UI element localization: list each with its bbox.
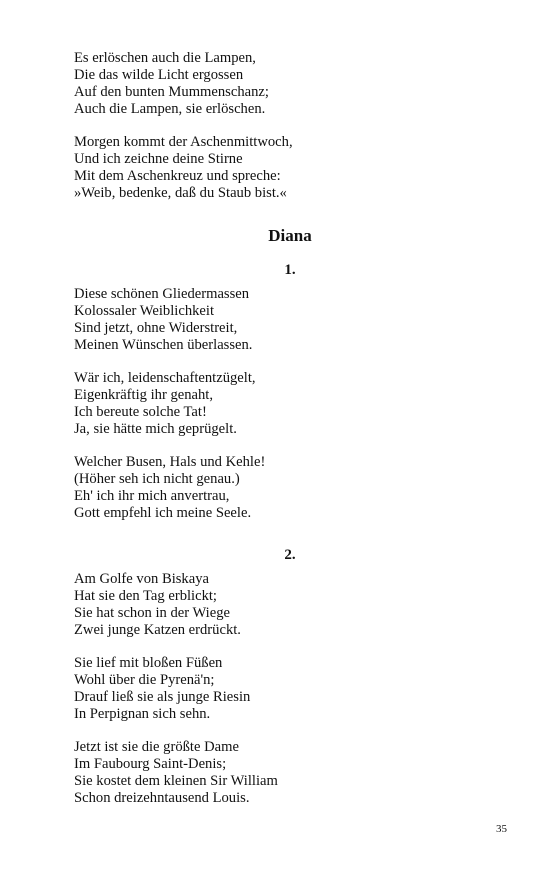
page-number: 35: [496, 823, 507, 835]
verse-line: Hat sie den Tag erblickt;: [74, 588, 217, 604]
stanza: [74, 739, 494, 807]
verse-line: Sie lief mit bloßen Füßen: [74, 655, 223, 671]
verse-line: Ja, sie hätte mich geprügelt.: [74, 421, 237, 437]
verse-line: Schon dreizehntausend Louis.: [74, 790, 250, 806]
section-number: 2.: [284, 547, 296, 563]
verse-line: (Höher seh ich nicht genau.): [74, 471, 240, 487]
stanza: [74, 134, 494, 202]
verse-line: Meinen Wünschen überlassen.: [74, 337, 253, 353]
verse-line: Jetzt ist sie die größte Dame: [74, 739, 239, 755]
stanza: [74, 50, 494, 118]
stanza: [74, 286, 494, 354]
verse-line: Sie kostet dem kleinen Sir William: [74, 773, 278, 789]
verse-line: Wohl über die Pyrenä'n;: [74, 672, 215, 688]
stanza: [74, 370, 494, 438]
verse-line: Mit dem Aschenkreuz und spreche:: [74, 168, 281, 184]
verse-line: Morgen kommt der Aschenmittwoch,: [74, 134, 293, 150]
verse-line: Auf den bunten Mummenschanz;: [74, 84, 269, 100]
verse-line: Eigenkräftig ihr genaht,: [74, 387, 213, 403]
verse-line: Sind jetzt, ohne Widerstreit,: [74, 320, 238, 336]
verse-line: Kolossaler Weiblichkeit: [74, 303, 215, 319]
verse-line: »Weib, bedenke, daß du Staub bist.«: [74, 185, 287, 201]
poem-title: Diana: [268, 226, 312, 245]
stanza: [74, 454, 494, 522]
verse-line: Zwei junge Katzen erdrückt.: [74, 622, 241, 638]
verse-line: Und ich zeichne deine Stirne: [74, 151, 243, 167]
verse-line: Drauf ließ sie als junge Riesin: [74, 689, 251, 705]
stanza: [74, 571, 494, 639]
verse-line: Diese schönen Gliedermassen: [74, 286, 250, 302]
verse-line: Auch die Lampen, sie erlöschen.: [74, 101, 266, 117]
stanza: [74, 655, 494, 723]
verse-line: Es erlöschen auch die Lampen,: [74, 50, 256, 66]
verse-line: Am Golfe von Biskaya: [74, 571, 209, 587]
verse-line: Ich bereute solche Tat!: [74, 404, 207, 420]
verse-line: Wär ich, leidenschaftentzügelt,: [74, 370, 256, 386]
verse-line: Sie hat schon in der Wiege: [74, 605, 230, 621]
verse-line: Eh' ich ihr mich anvertrau,: [74, 488, 230, 504]
verse-line: Die das wilde Licht ergossen: [74, 67, 244, 83]
verse-line: Gott empfehl ich meine Seele.: [74, 505, 252, 521]
verse-line: Welcher Busen, Hals und Kehle!: [74, 454, 266, 470]
verse-line: In Perpignan sich sehn.: [74, 706, 211, 722]
verse-line: Im Faubourg Saint-Denis;: [74, 756, 227, 772]
section-number: 1.: [284, 262, 296, 278]
